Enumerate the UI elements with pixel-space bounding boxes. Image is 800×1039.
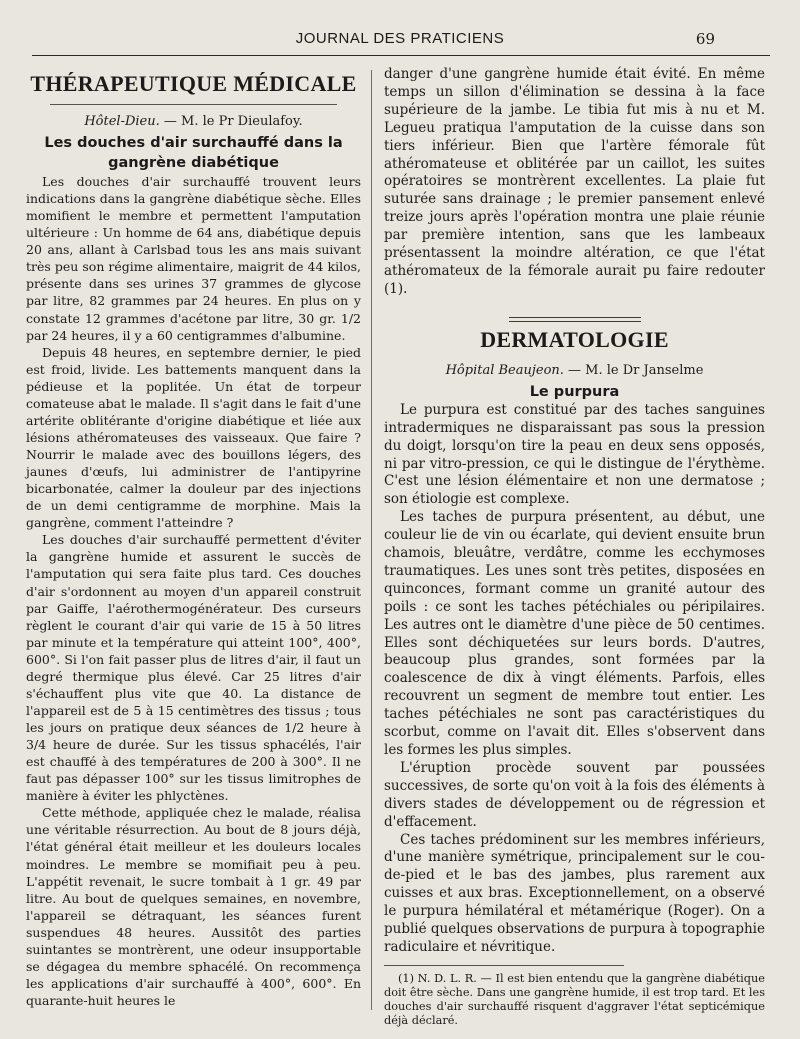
running-head xyxy=(0,30,800,50)
footnote: (1) N. D. L. R. — Il est bien entendu que la gangrène diabétique doit être sèche. Dans une gangrène humide, il est trop tard. Et les douches d'air surchauffé risquent d'aggraver l'état septicémique déjà déclaré. xyxy=(384,971,765,1027)
article-byline xyxy=(384,362,765,380)
paragraph: Le purpura est constitué par des taches sanguines intradermiques ne disparaissant pas sous la pression du doigt, lorsqu'on tire la peau en deux sens opposés, ni par vitro-pression, ce qui le distingue de l'érythème. C'est une lésion élémentaire et non une dermatose ; son étiologie est complexe. xyxy=(384,401,765,508)
article-title: Les douches d'air surchauffé dans la gangrène diabétique xyxy=(44,135,343,171)
byline-hospital: Hôpital Beaujeon. xyxy=(445,362,564,378)
header-rule xyxy=(32,55,770,56)
paragraph: Les taches de purpura présentent, au début, une couleur lie de vin ou écarlate, qui devient ensuite brun chamois, bleuâtre, verdâtre, comme les ecchymoses traumatiques. Les unes sont très petites, disposées en quinconces, formant comme un granité autour des poils : ce sont les taches pétéchiales ou péripilaires. Les autres ont le diamètre d'une pièce de 50 centimes. Elles sont déchiquetées sur leurs bords. D'autres, beaucoup plus grandes, sont formées par la coalescence de dix à vingt éléments. Parfois, elles recouvrent un segment de membre tout entier. Les taches pétéchiales ne sont pas caractéristiques du scorbut, comme on l'avait dit. Elles s'observent dans les formes les plus simples. xyxy=(384,509,765,758)
paragraph: Ces taches prédominent sur les membres inférieurs, d'une manière symétrique, principalement sur le cou-de-pied et le bas des jambes, plus rarement aux cuisses et aux bras. Exceptionnellement, on a observé le purpura hémilatéral et métamérique (Roger). On a publié quelques observations de purpura à topographie radiculaire et névritique. xyxy=(384,831,765,955)
section-double-rule xyxy=(509,317,641,322)
section-rule xyxy=(50,104,337,105)
section-heading-dermatologie: DERMATOLOGIE xyxy=(480,326,669,352)
column-divider xyxy=(371,70,372,1010)
paragraph: L'éruption procède souvent par poussées successives, de sorte qu'on voit à la fois des éléments à divers stades de développement ou de régression et d'effacement. xyxy=(384,759,765,830)
left-column xyxy=(26,66,361,1009)
byline-author: — M. le Dr Janselme xyxy=(563,362,704,378)
journal-title: JOURNAL DES PRATICIENS xyxy=(295,30,505,47)
byline-hospital: Hôtel-Dieu. xyxy=(84,114,160,129)
paragraph-continued: danger d'une gangrène humide était évité. En même temps un sillon d'élimination se dessina à la face supérieure de la jambe. Le tibia fut mis à nu et M. Legueu pratiqua l'amputation de la cuisse dans son tiers inférieur. Bien que l'artère fémorale fût athéromateuse et oblitérée par un caillot, les suites opératoires se montrèrent excellentes. La plaie fut suturée sans drainage ; le premier pansement enlevé treize jours après l'opération montra une plaie réunie par première intention, sans que les lambeaux présentassent la moindre altération, ce que l'état athéromateux de la fémorale aurait pu faire redouter (1). xyxy=(384,66,765,297)
section-heading-therapeutique: THÉRAPEUTIQUE MÉDICALE xyxy=(30,71,357,96)
article-title: Le purpura xyxy=(529,383,620,400)
footnote-rule xyxy=(384,965,624,966)
paragraph: Cette méthode, appliquée chez le malade, réalisa une véritable résurrection. Au bout de 8 jours déjà, l'état général était meilleur et les douleurs locales moindres. Le membre se momifiait peu à peu. L'appétit revenait, le sucre tombait à 1 gr. 49 par litre. Au bout de quelques semaines, en novembre, l'appareil se détraquant, les séances furent suspendues 48 heures. Aussitôt des parties suintantes se montrèrent, une odeur insupportable se dégagea du membre sphacélé. On recommença les applications d'air surchauffé à 400°, 600°. En quarante-huit heures le xyxy=(26,805,361,1008)
article-byline xyxy=(26,113,361,131)
paragraph: Les douches d'air surchauffé trouvent leurs indications dans la gangrène diabétique sèche. Elles momifient le membre et permettent l'amputation ultérieure : Un homme de 64 ans, diabétique depuis 20 ans, allant à Carlsbad tous les ans mais suivant très peu son régime alimentaire, maigrit de 44 kilos, présente dans ses urines 37 grammes de glycose par litre, 82 grammes par 24 heures. En plus on y constate 12 grammes d'acétone par litre, 30 gr. 1/2 par 24 heures, il y a 60 centigrammes d'albumine. xyxy=(26,174,361,343)
byline-author: — M. le Pr Dieulafoy. xyxy=(159,114,303,129)
paragraph: Depuis 48 heures, en septembre dernier, le pied est froid, livide. Les battements manquent dans la pédieuse et la poplitée. Un état de torpeur comateuse abat le malade. Il s'agit dans le fait d'une artérite oblitérante d'origine diabétique et liée aux lésions athéromateuses des vaisseaux. Que faire ? Nourrir le malade avec des bouillons légers, des jaunes d'œufs, lui administrer de l'antipyrine bicarbonatée, calmer la douleur par des injections de un demi centigramme de morphine. Mais la gangrène, comment l'atteindre ? xyxy=(26,344,361,531)
right-column xyxy=(384,66,765,1028)
page-number: 69 xyxy=(695,30,715,48)
paragraph: Les douches d'air surchauffé permettent d'éviter la gangrène humide et assurent le succès de l'amputation qui sera faite plus tard. Ces douches d'air s'ordonnent au moyen d'un appareil construit par Gaiffe, l'aérothermogénérateur. Des curseurs règlent le courant d'air qui varie de 15 à 50 litres par minute et la température qui atteint 100°, 400°, 600°. Si l'on fait passer plus de litres d'air, il faut un degré thermique plus élevé. Car 25 litres d'air s'échauffent plus vite que 40. La distance de l'appareil est de 5 à 15 centimètres des tissus ; tous les jours on pratique deux séances de 1/2 heure à 3/4 heure de durée. Sur les tissus sphacélés, l'air est chauffé à des températures de 200 à 300°. Il ne faut pas dépasser 100° sur les tissus limitrophes de manière à éviter les phlyctènes. xyxy=(26,532,361,804)
